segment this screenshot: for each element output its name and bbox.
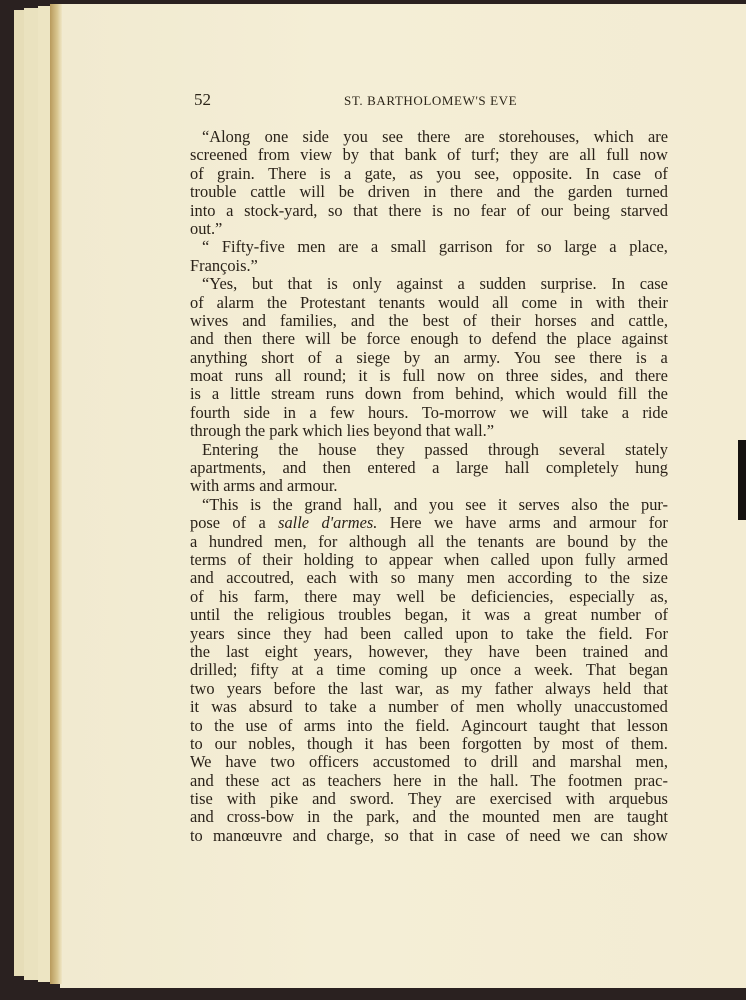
text-line: drilled; fifty at a time coming up once a week. That began xyxy=(190,660,668,680)
page-edge xyxy=(24,8,39,980)
text-line: and cross-bow in the park, and the mounted men are taught xyxy=(190,807,668,827)
text-line: with arms and armour. xyxy=(190,476,338,496)
page-header xyxy=(194,90,666,112)
page-number: 52 xyxy=(194,90,211,109)
text-line: of alarm the Protestant tenants would all come in with their xyxy=(190,292,668,312)
text-line: terms of their holding to appear when called upon fully armed xyxy=(190,549,668,569)
text-line: “ Fifty-five men are a small garrison for so large a place, xyxy=(202,237,668,257)
text-line: years since they had been called upon to take the field. For xyxy=(190,623,668,643)
text-line: and then there will be force enough to defend the place against xyxy=(190,329,668,349)
text-line: François.” xyxy=(190,255,258,275)
page-shadow xyxy=(738,440,746,520)
text-line: of his farm, there may well be deficiencies, especially as, xyxy=(190,586,668,606)
text-line: into a stock-yard, so that there is no fear of our being starved xyxy=(190,200,668,220)
text-line: two years before the last war, as my father always held that xyxy=(190,678,668,698)
text-line: through the park which lies beyond that wall.” xyxy=(190,421,495,441)
text-line: Entering the house they passed through several stately xyxy=(202,439,668,459)
text-line: is a little stream runs down from behind, which would fill the xyxy=(190,384,668,404)
text-line: it was absurd to take a number of men wholly unaccustomed xyxy=(190,697,668,717)
body-text xyxy=(190,128,668,845)
text-line: until the religious troubles began, it was a great number of xyxy=(190,605,668,625)
text-line: and these act as teachers here in the hall. The footmen prac- xyxy=(190,770,668,790)
running-head: ST. BARTHOLOMEW'S EVE xyxy=(344,93,518,108)
text-line: “Yes, but that is only against a sudden surprise. In case xyxy=(202,274,668,294)
text-line: the last eight years, however, they have been trained and xyxy=(190,641,668,661)
text-line: wives and families, and the best of their horses and cattle, xyxy=(190,310,668,330)
text-line: and accoutred, each with so many men according to the size xyxy=(190,568,668,588)
text-line: out.” xyxy=(190,218,223,238)
text-line: fourth side in a few hours. To-morrow we will take a ride xyxy=(190,402,668,422)
text-line: pose of a salle d'armes. Here we have arms and armour for xyxy=(190,513,668,533)
text-line: anything short of a siege by an army. You see there is a xyxy=(190,347,668,367)
text-line: trouble cattle will be driven in there and the garden turned xyxy=(190,182,668,202)
text-line: to manœuvre and charge, so that in case of need we can show xyxy=(190,825,668,845)
text-line: We have two officers accustomed to drill and marshal men, xyxy=(190,752,668,772)
text-line: of grain. There is a gate, as you see, opposite. In case of xyxy=(190,163,668,183)
book-gutter xyxy=(50,4,62,984)
text-line: moat runs all round; it is full now on three sides, and there xyxy=(190,366,668,386)
text-line: to the use of arms into the field. Agincourt taught that lesson xyxy=(190,715,668,735)
text-line: tise with pike and sword. They are exercised with arquebus xyxy=(190,789,668,809)
text-line: to our nobles, though it has been forgotten by most of them. xyxy=(190,733,668,753)
text-line: apartments, and then entered a large hall completely hung xyxy=(190,458,668,478)
text-line: “Along one side you see there are storehouses, which are xyxy=(202,127,668,146)
text-line: “This is the grand hall, and you see it serves also the pur- xyxy=(202,494,668,514)
text-line: screened from view by that bank of turf; they are all full now xyxy=(190,145,668,165)
text-line: a hundred men, for although all the tenants are bound by the xyxy=(190,531,668,551)
